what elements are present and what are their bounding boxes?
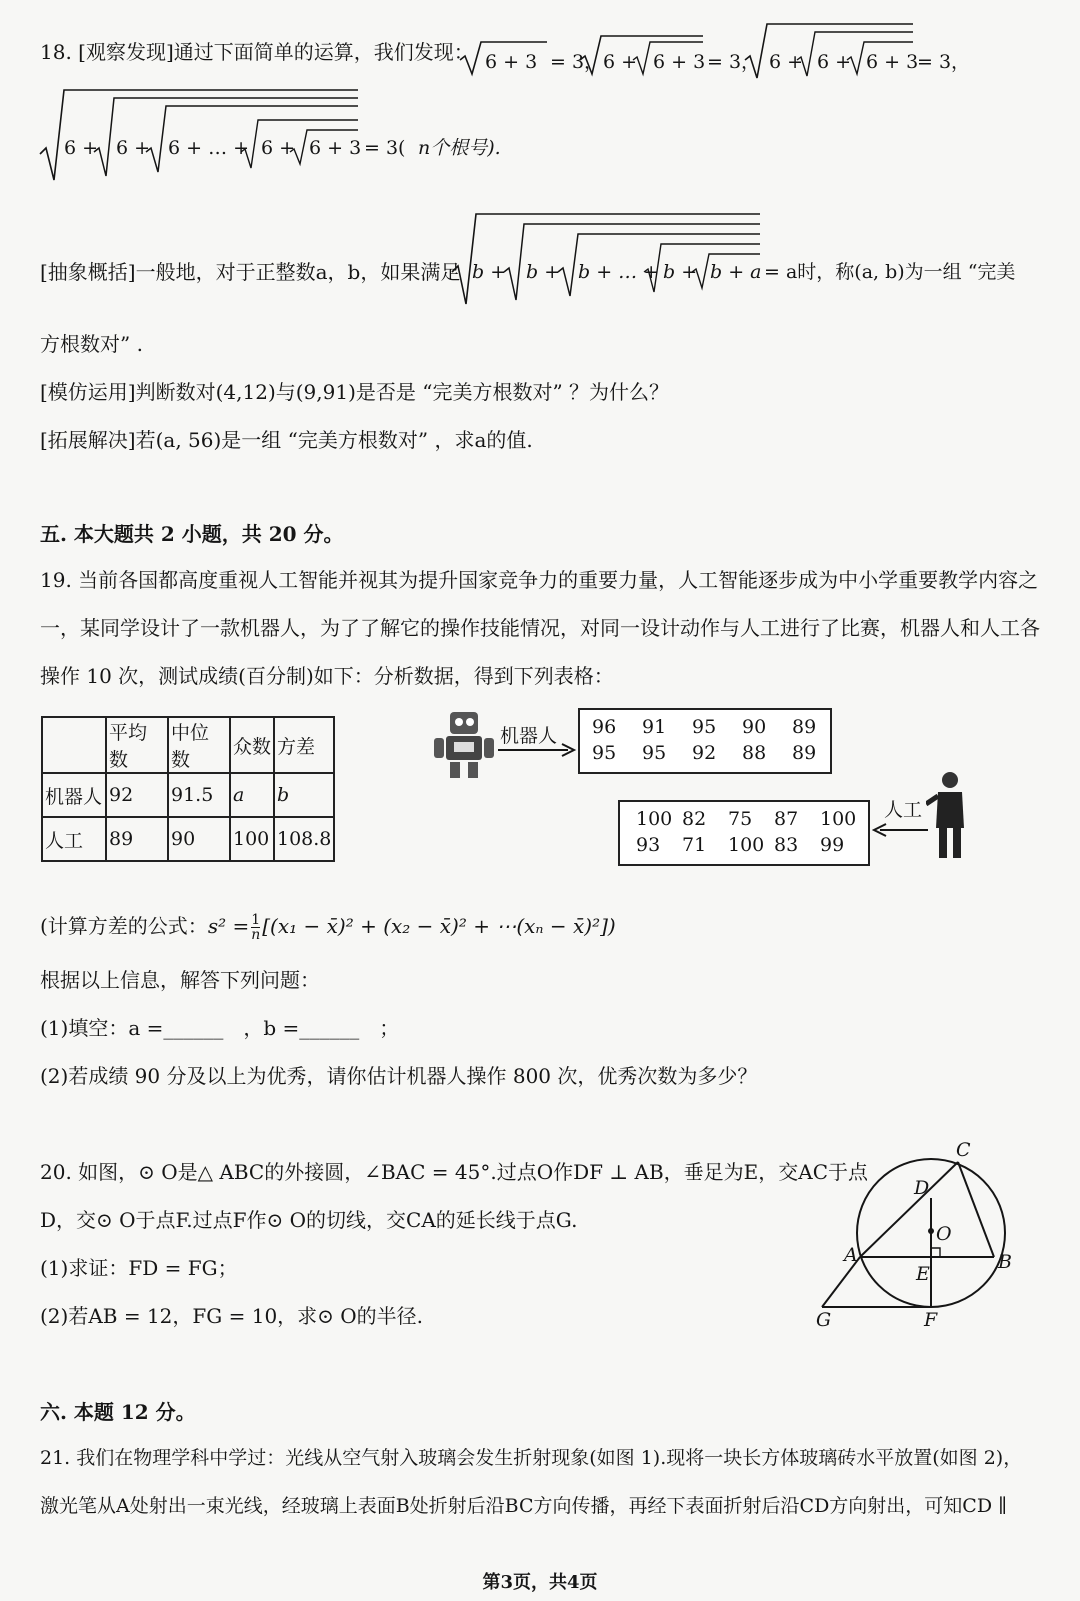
table-cell: 108.8	[274, 817, 334, 861]
score: 89	[792, 716, 817, 738]
header-cell: 众数	[230, 717, 274, 773]
q18-r3c: 6 + 3	[866, 51, 919, 73]
q18-g-term2: 6 +	[116, 137, 151, 159]
q18-abstract-prefix: [抽象概括]一般地，对于正整数a，b，如果满足	[40, 260, 461, 284]
q21-text1: 21. 我们在物理学科中学过：光线从空气射入玻璃会发生折射现象(如图 1).现将一块长方体玻璃砖水平放置(如图 2)，	[40, 1447, 1023, 1469]
q18-g-term4: 6 +	[261, 137, 296, 159]
section5-heading: 五. 本大题共 2 小题，共 20 分。	[40, 522, 344, 546]
formula-s2: s² =	[207, 914, 250, 938]
score: 87	[774, 808, 799, 830]
q20-geometry-diagram	[806, 1136, 1028, 1336]
table-row	[42, 817, 334, 861]
label-b: B	[998, 1251, 1012, 1273]
q18-g-term5: 6 + 3	[309, 137, 362, 159]
q20-text1: 20. 如图，⊙ O是△ ABC的外接圆，∠BAC = 45°.过点O作DF ⊥ AB，垂足为E，交AC于点	[40, 1160, 869, 1184]
header-cell: 平均数	[106, 717, 168, 773]
q18-abstract-radical	[448, 208, 1048, 308]
label-c: C	[956, 1139, 971, 1161]
arrow-right-icon	[496, 742, 578, 758]
header-cell: 方差	[274, 717, 334, 773]
score: 95	[692, 716, 717, 738]
header-cell: 中位数	[168, 717, 230, 773]
formula-frac: $\frac{1}{n}$	[251, 912, 261, 943]
q18-intro: 18. [观察发现]通过下面简单的运算，我们发现：	[40, 40, 474, 64]
table-row	[42, 773, 334, 817]
robot-scores-box	[578, 708, 832, 774]
q18-extend: [拓展解决]若(a, 56)是一组 “完美方根数对” ，求a的值.	[40, 428, 533, 452]
score: 91	[642, 716, 667, 738]
q18-eq1: = 3，	[550, 51, 604, 73]
formula-prefix: (计算方差的公式：	[40, 914, 208, 938]
score: 95	[642, 742, 667, 764]
score: 100	[820, 808, 857, 830]
table-header-row	[42, 717, 334, 773]
q20-p2: (2)若AB = 12，FG = 10，求⊙ O的半径.	[40, 1304, 424, 1328]
table-cell: 100	[230, 817, 274, 861]
q18-r1: 6 + 3	[485, 51, 538, 73]
table-cell: 91.5	[168, 773, 230, 817]
q18-a-term3: b + … +	[578, 261, 660, 283]
q19-text3: 操作 10 次，测试成绩(百分制)如下：分析数据，得到下列表格：	[40, 664, 614, 688]
label-f: F	[924, 1309, 938, 1331]
score: 99	[820, 834, 845, 856]
q18-abstract-end: 方根数对” .	[40, 332, 143, 356]
q18-a-term4: b +	[663, 261, 698, 283]
q18-radicals-row1	[455, 20, 975, 80]
table-cell: 90	[168, 817, 230, 861]
score: 82	[682, 808, 707, 830]
table-cell: 89	[106, 817, 168, 861]
score: 95	[592, 742, 617, 764]
human-scores-box	[618, 800, 870, 866]
robot-icon	[430, 708, 498, 780]
formula-body: [(x₁ − x̄)² + (x₂ − x̄)² + ⋯(xₙ − x̄)²])	[262, 914, 616, 938]
human-label: 人工	[884, 799, 923, 821]
human-scores-row1	[636, 808, 856, 830]
q18-a-term5: b + a	[710, 261, 762, 283]
q18-r2b: 6 + 3	[653, 51, 706, 73]
person-icon	[926, 768, 976, 860]
q18-a-term2: b +	[526, 261, 561, 283]
score: 90	[742, 716, 767, 738]
q18-general-radical	[36, 84, 556, 190]
q18-r3a: 6 +	[769, 51, 804, 73]
label-d: D	[914, 1177, 930, 1199]
q18-r2a: 6 +	[603, 51, 638, 73]
q20-p1: (1)求证：FD = FG；	[40, 1256, 238, 1280]
label-e: E	[916, 1263, 930, 1285]
human-scores-row2	[636, 834, 856, 856]
q18-line1	[40, 38, 474, 66]
robot-label: 机器人	[500, 725, 558, 747]
q18-r3b: 6 +	[817, 51, 852, 73]
q18-imitate: [模仿运用]判断数对(4,12)与(9,91)是否是 “完美方根数对” ？为什么？	[40, 380, 670, 404]
score: 92	[692, 742, 717, 764]
header-cell	[42, 717, 106, 773]
section6-heading: 六. 本题 12 分。	[40, 1400, 196, 1424]
label-g: G	[816, 1309, 832, 1331]
score: 93	[636, 834, 661, 856]
q18-eq3: = 3，	[917, 51, 971, 73]
q18-g-term3: 6 + … +	[168, 137, 250, 159]
score: 100	[728, 834, 765, 856]
q18-g-term1: 6 +	[64, 137, 99, 159]
q19-text1: 19. 当前各国都高度重视人工智能并视其为提升国家竞争力的重要力量，人工智能逐步成为中小学重要教学内容之	[40, 568, 1039, 592]
page-footer: 第3页，共4页	[482, 1572, 598, 1593]
q19-text2: 一，某同学设计了一款机器人，为了了解它的操作技能情况，对同一设计动作与人工进行了比赛，机器人和人工各	[40, 616, 1040, 640]
score: 88	[742, 742, 767, 764]
table-cell: a	[230, 773, 274, 817]
q19-intro: 根据以上信息，解答下列问题：	[40, 968, 320, 992]
score: 100	[636, 808, 673, 830]
score: 75	[728, 808, 753, 830]
q19-stats-table	[41, 716, 335, 862]
q19-formula	[40, 912, 616, 942]
q19-p1: (1)填空：a =______ ，b =______ ；	[40, 1016, 400, 1040]
label-o: O	[936, 1223, 952, 1245]
q18-g-tail: = 3(	[364, 137, 406, 159]
table-cell: 92	[106, 773, 168, 817]
q18-a-tail: = a时，称(a, b)为一组 “完美	[764, 261, 1016, 283]
q18-g-note: n个根号).	[418, 137, 501, 159]
q18-a-term1: b +	[472, 261, 507, 283]
q21-text2: 激光笔从A处射出一束光线，经玻璃上表面B处折射后沿BC方向传播，再经下表面折射后沿CD方向射出，可知CD ∥	[40, 1495, 1007, 1517]
q20-text2: D，交⊙ O于点F.过点F作⊙ O的切线，交CA的延长线于点G.	[40, 1208, 578, 1232]
table-cell: 机器人	[42, 773, 106, 817]
robot-scores-row2	[592, 742, 822, 764]
robot-scores-row1	[592, 716, 822, 738]
score: 96	[592, 716, 617, 738]
q19-p2: (2)若成绩 90 分及以上为优秀，请你估计机器人操作 800 次，优秀次数为多少？	[40, 1064, 758, 1088]
arrow-left-icon	[872, 822, 930, 838]
score: 71	[682, 834, 707, 856]
table-cell: 人工	[42, 817, 106, 861]
label-a: A	[844, 1244, 858, 1266]
score: 89	[792, 742, 817, 764]
score: 83	[774, 834, 799, 856]
q18-eq2: = 3，	[707, 51, 761, 73]
table-cell: b	[274, 773, 334, 817]
